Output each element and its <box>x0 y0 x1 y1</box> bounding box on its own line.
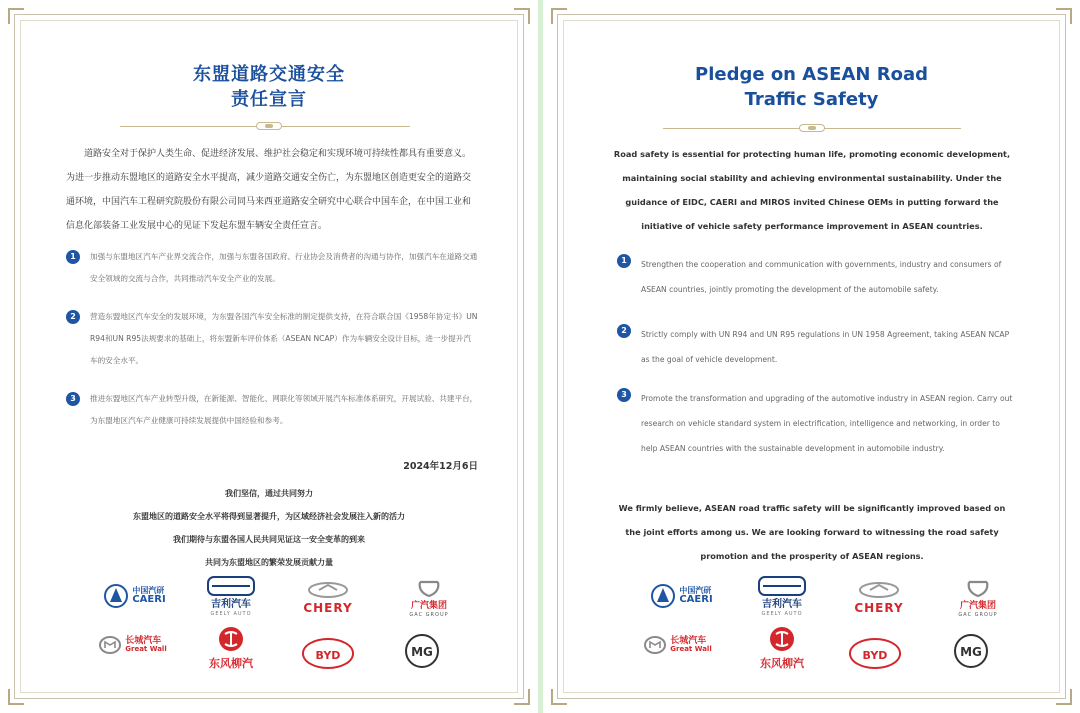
dongfeng-text: 东风柳汽 <box>760 657 804 670</box>
greatwall-cn-text: 长城汽车 <box>670 636 707 646</box>
byd-text: BYD <box>315 649 341 662</box>
geely-en-text: GEELY AUTO <box>210 611 252 617</box>
item-text: Strengthen the cooperation and communication with governments, industry and consumers of ASEAN countries, jointly promoting the development of the automobile safety. <box>641 260 1002 294</box>
corner-ornament <box>1056 689 1072 705</box>
mg-logo <box>402 634 442 668</box>
gac-cn-text: 广汽集团 <box>959 601 996 611</box>
greatwall-emblem-icon <box>644 636 666 654</box>
intro-paragraph: 道路安全对于保护人类生命、促进经济发展、维护社会稳定和实现环境可持续性都具有重要意义。为进一步推动东盟地区的道路安全水平提高，减少道路交通安全伤亡，为东盟地区创造更安全的道路交通环境，中国汽车工程研究院股份有限公司同马来西亚道路安全研究中心联合中国车企，在中国工业和信息化部装备工业发展中心的见证下发起东盟车辆安全责任宣言。 <box>66 149 472 231</box>
item-text: Promote the transformation and upgrading of the automotive industry in ASEAN region. Carry out research on vehicle standard system in electrification, intelligence and networking, in order to help ASEAN countries with the sustainable development in automobile industry. <box>641 394 1013 453</box>
corner-ornament <box>8 8 24 24</box>
intro-paragraph: Road safety is essential for protecting human life, promoting economic development, maintaining social stability and achieving environmental sustainability. Under the guidance of EIDC, CAERI and MIROS invited Chinese OEMs in putting forward the initiative of vehicle safety performance improvement in ASEAN countries. <box>613 149 1011 231</box>
gac-en-text: GAC GROUP <box>958 612 998 618</box>
caeri-en-text: CAERI <box>132 594 166 605</box>
corner-ornament <box>551 689 567 705</box>
closing-line: 共同为东盟地区的繁荣发展贡献力量 <box>205 558 333 567</box>
caeri-logo <box>637 584 727 608</box>
geely-emblem-icon <box>757 576 807 596</box>
geely-logo <box>747 576 817 617</box>
greatwall-logo <box>88 636 178 654</box>
gac-cn-text: 广汽集团 <box>410 601 447 611</box>
byd-text: BYD <box>862 649 888 662</box>
english-pledge-page <box>543 0 1080 713</box>
page-title <box>0 62 538 112</box>
chery-logo <box>841 582 917 614</box>
corner-ornament <box>551 8 567 24</box>
corner-ornament <box>8 689 24 705</box>
geely-en-text: GEELY AUTO <box>761 611 803 617</box>
mg-text: MG <box>960 645 982 659</box>
greatwall-logo <box>633 636 723 654</box>
number-badge: 1 <box>66 250 80 264</box>
gac-emblem-icon <box>416 578 442 598</box>
closing-statement: We firmly believe, ASEAN road traffic safety will be significantly improved based on the joint efforts among us. We are looking forward to witnessing the road safety promotion and the prosperity of ASEAN regions. <box>618 503 1006 561</box>
corner-ornament <box>514 689 530 705</box>
gac-logo <box>394 578 464 618</box>
item-text: 推进东盟地区汽车产业转型升级，在新能源、智能化、网联化等领域开展汽车标准体系研究，开展试验、共建平台，为东盟地区汽车产业健康可持续发展提供中国经验和参考。 <box>90 394 478 425</box>
number-badge: 2 <box>617 324 631 338</box>
item-text: 加强与东盟地区汽车产业界交流合作，加强与东盟各国政府、行业协会及消费者的沟通与协作，加强汽车在道路交通安全领域的交流与合作，共同推动汽车安全产业的发展。 <box>90 252 478 283</box>
byd-logo <box>296 638 360 669</box>
number-badge: 1 <box>617 254 631 268</box>
geely-cn-text: 吉利汽车 <box>762 599 802 610</box>
caeri-emblem-icon <box>104 584 128 608</box>
title-divider <box>0 122 538 132</box>
number-badge: 3 <box>617 388 631 402</box>
number-badge: 2 <box>66 310 80 324</box>
closing-line: 我们坚信，通过共同努力 <box>225 489 313 498</box>
chinese-declaration-page <box>0 0 538 713</box>
geely-cn-text: 吉利汽车 <box>211 599 251 610</box>
greatwall-en-text: Great Wall <box>125 645 167 653</box>
gac-en-text: GAC GROUP <box>409 612 449 618</box>
chery-text: CHERY <box>854 601 904 615</box>
geely-emblem-icon <box>206 576 256 596</box>
title-line-2: 责任宣言 <box>231 89 307 110</box>
byd-logo <box>843 638 907 669</box>
chery-logo <box>290 582 366 614</box>
chery-emblem-icon <box>858 582 900 598</box>
mg-logo <box>951 634 991 668</box>
mg-text: MG <box>411 645 433 659</box>
title-line-1: 东盟道路交通安全 <box>193 64 345 85</box>
gac-emblem-icon <box>965 578 991 598</box>
closing-line: 东盟地区的道路安全水平将得到显著提升，为区域经济社会发展注入新的活力 <box>133 512 405 521</box>
title-line-2: Traffic Safety <box>744 89 879 110</box>
number-badge: 3 <box>66 392 80 406</box>
title-divider <box>543 124 1080 134</box>
closing-statement <box>40 482 498 574</box>
dongfeng-text: 东风柳汽 <box>209 657 253 670</box>
date: 2024年12月6日 <box>403 461 478 472</box>
divider-ornament-icon <box>256 122 282 130</box>
page-title <box>543 62 1080 112</box>
dongfeng-logo <box>196 626 266 669</box>
dongfeng-emblem-icon <box>769 626 795 652</box>
closing-line: 我们期待与东盟各国人民共同见证这一安全变革的到来 <box>173 535 365 544</box>
item-text: 营造东盟地区汽车安全的发展环境，为东盟各国汽车安全标准的制定提供支持，在符合联合国《1958年协定书》UN R94和UN R95法规要求的基础上，将东盟新车评价体系（ASEAN NCAP）作为车辆安全设计目标，进一步提升汽车的安全水平。 <box>90 312 478 365</box>
chery-text: CHERY <box>303 601 353 615</box>
caeri-cn-text: 中国汽研 <box>132 586 165 595</box>
title-line-1: Pledge on ASEAN Road <box>695 64 928 85</box>
dongfeng-logo <box>747 626 817 669</box>
caeri-logo <box>90 584 180 608</box>
greatwall-cn-text: 长城汽车 <box>125 636 162 646</box>
divider-ornament-icon <box>799 124 825 132</box>
chery-emblem-icon <box>307 582 349 598</box>
corner-ornament <box>1056 8 1072 24</box>
caeri-emblem-icon <box>651 584 675 608</box>
corner-ornament <box>514 8 530 24</box>
gac-logo <box>943 578 1013 618</box>
greatwall-emblem-icon <box>99 636 121 654</box>
greatwall-en-text: Great Wall <box>670 645 712 653</box>
caeri-cn-text: 中国汽研 <box>679 586 712 595</box>
geely-logo <box>196 576 266 617</box>
caeri-en-text: CAERI <box>679 594 713 605</box>
dongfeng-emblem-icon <box>218 626 244 652</box>
item-text: Strictly comply with UN R94 and UN R95 regulations in UN 1958 Agreement, taking ASEAN NCAP as the goal of vehicle development. <box>641 330 1010 364</box>
